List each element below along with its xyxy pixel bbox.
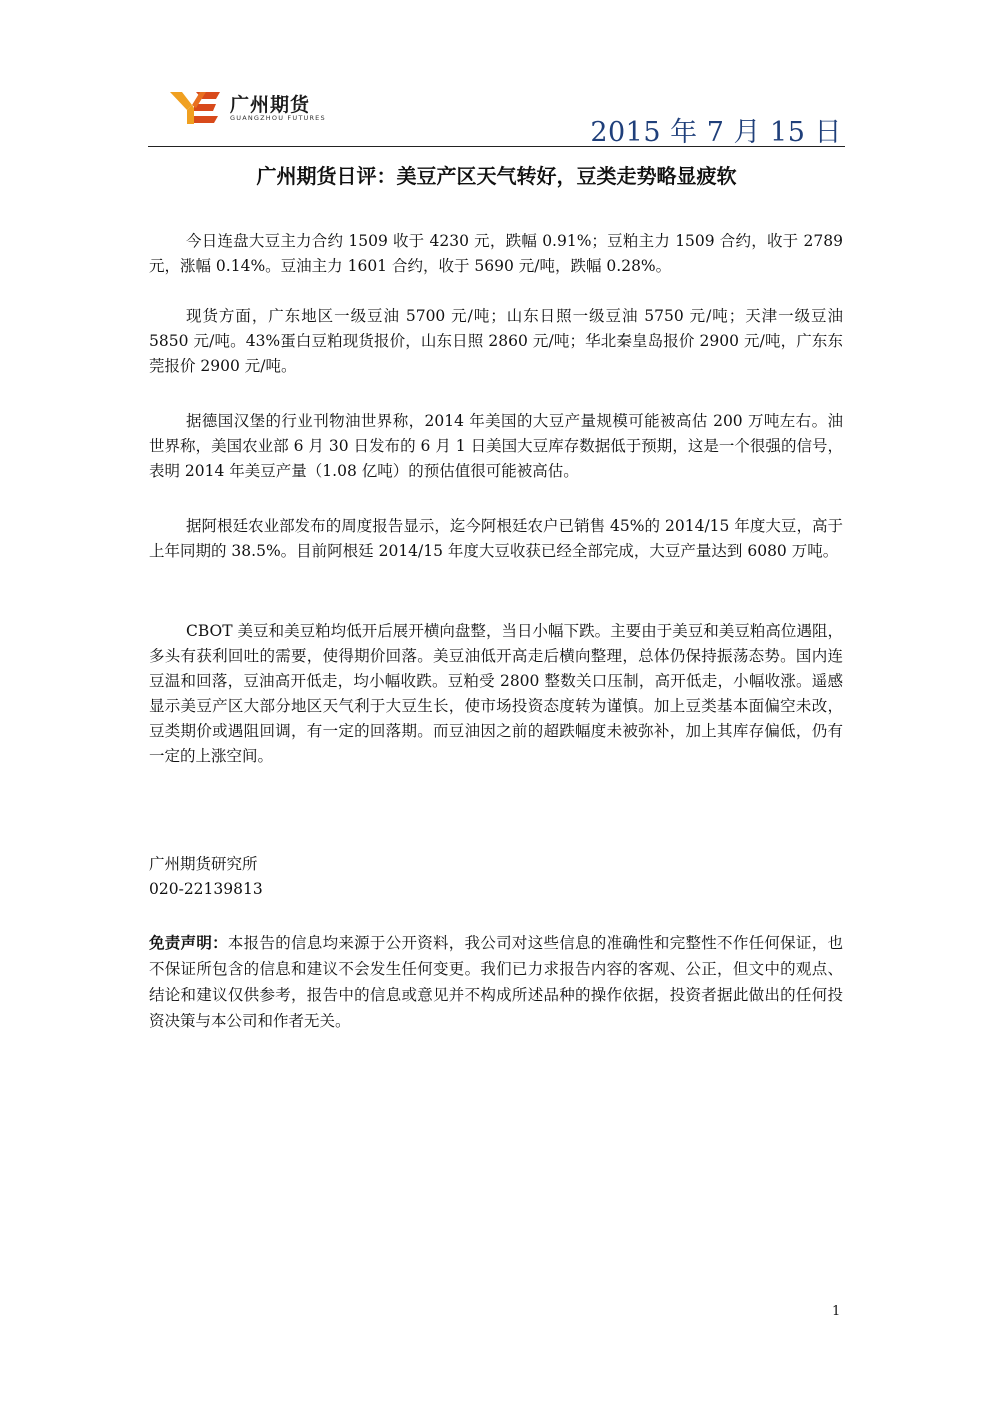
page-number: 1 — [832, 1304, 841, 1319]
disclaimer — [149, 930, 843, 1034]
contact-phone: 020-22139813 — [149, 880, 263, 898]
report-title: 广州期货日评：美豆产区天气转好，豆类走势略显疲软 — [256, 164, 737, 188]
paragraph-spot-prices: 现货方面，广东地区一级豆油 5700 元/吨；山东日照一级豆油 5750 元/吨；天津一级豆油 5850 元/吨。43%蛋白豆粕现货报价，山东日照 2860 元/吨；华北秦皇岛报价 2900 元/吨，广东东莞报价 2900 元/吨。 — [149, 307, 843, 375]
contact-block — [149, 852, 263, 902]
logo-text-en: GUANGZHOU FUTURES — [230, 114, 326, 122]
header-divider — [148, 146, 845, 147]
disclaimer-label: 免责声明： — [149, 934, 228, 952]
paragraph-market-close: 今日连盘大豆主力合约 1509 收于 4230 元，跌幅 0.91%；豆粕主力 1509 合约，收于 2789 元，涨幅 0.14%。豆油主力 1601 合约，收于 5690 元/吨，跌幅 0.28%。 — [149, 232, 843, 275]
report-date: 2015 年 7 月 15 日 — [590, 117, 842, 148]
contact-org: 广州期货研究所 — [149, 855, 258, 873]
paragraph-argentina: 据阿根廷农业部发布的周度报告显示，迄今阿根廷农户已销售 45%的 2014/15 年度大豆，高于上年同期的 38.5%。目前阿根廷 2014/15 年度大豆收获已经全部完成，大豆产量达到 6080 万吨。 — [149, 517, 843, 560]
paragraph-oil-world: 据德国汉堡的行业刊物油世界称，2014 年美国的大豆产量规模可能被高估 200 万吨左右。油世界称，美国农业部 6 月 30 日发布的 6 月 1 日美国大豆库存数据低于预期，这是一个很强的信号，表明 2014 年美豆产量（1.08 亿吨）的预估值很可能被高估。 — [149, 412, 843, 480]
logo-text-cn: 广州期货 — [230, 94, 311, 116]
paragraph-cbot-analysis: CBOT 美豆和美豆粕均低开后展开横向盘整，当日小幅下跌。主要由于美豆和美豆粕高位遇阻，多头有获利回吐的需要，使得期价回落。美豆油低开高走后横向整理，总体仍保持振荡态势。国内连豆温和回落，豆油高开低走，均小幅收跌。豆粕受 2800 整数关口压制，高开低走，小幅收涨。遥感显示美豆产区大部分地区天气利于大豆生长，使市场投资态度转为谨慎。加上豆类基本面偏空未改，豆类期价或遇阻回调，有一定的回落期。而豆油因之前的超跌幅度未被弥补，加上其库存偏低，仍有一定的上涨空间。 — [149, 622, 843, 765]
disclaimer-text: 本报告的信息均来源于公开资料，我公司对这些信息的准确性和完整性不作任何保证，也不保证所包含的信息和建议不会发生任何变更。我们已力求报告内容的客观、公正，但文中的观点、结论和建议仅供参考，报告中的信息或意见并不构成所述品种的操作依据，投资者据此做出的任何投资决策与本公司和作者无关。 — [149, 934, 843, 1030]
logo-mark-icon — [170, 90, 224, 126]
